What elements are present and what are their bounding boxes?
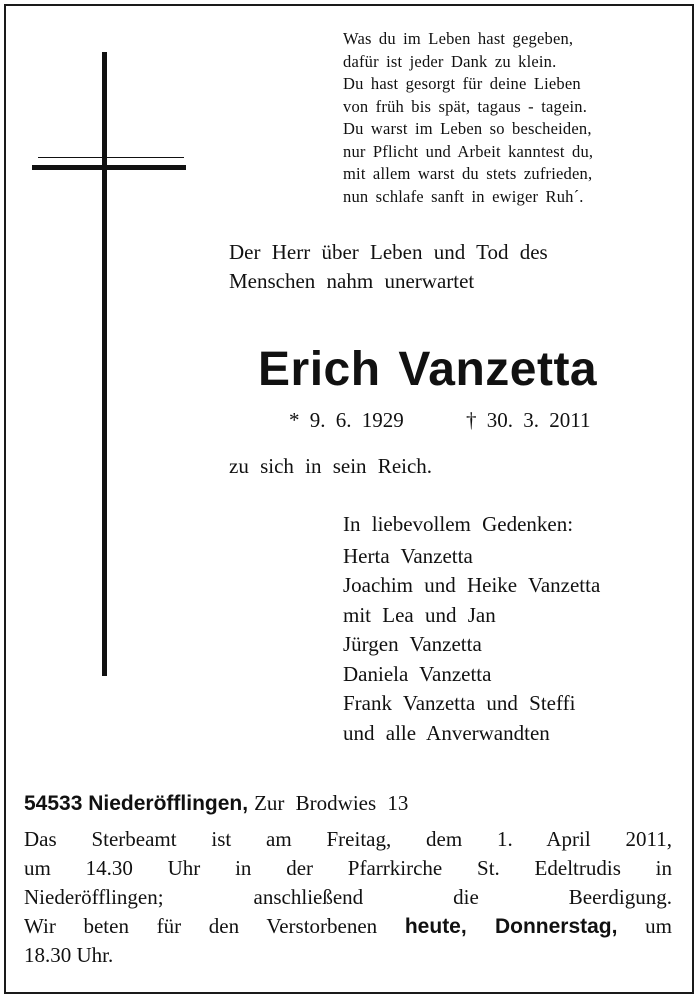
funeral-notice [24,825,672,970]
intro-text [229,238,649,296]
cross-icon-vertical-bar [102,52,107,676]
mourner-name: und alle Anverwandten [343,720,550,745]
deceased-name: Erich Vanzetta [258,343,598,396]
notice-line: um 14.30 Uhr in der Pfarrkirche St. Edeltrudis in [24,856,672,880]
notice-highlight: heute, Donnerstag, [404,915,618,938]
poem-line: Du hast gesorgt für deine Lieben [343,74,581,93]
mourner-name: Frank Vanzetta und Steffi [343,691,576,715]
notice-line: Das Sterbeamt ist am Freitag, dem 1. April 2011, [24,827,672,851]
mourner-name: mit Lea und Jan [343,602,496,627]
mourner-name: Daniela Vanzetta [343,661,492,686]
death-date: † 30. 3. 2011 [466,408,591,432]
poem-line: Was du im Leben hast gegeben, [343,29,574,48]
poem [343,28,663,208]
notice-text: um [645,914,672,938]
notice-line-prayer [24,912,672,941]
intro-line: Der Herr über Leben und Tod des [229,240,548,264]
birth-date: * 9. 6. 1929 [289,408,404,432]
mourner-name: Jürgen Vanzetta [343,632,482,656]
poem-line: von früh bis spät, tagaus - tagein. [343,96,588,116]
cross-icon-thin-line [38,157,184,158]
address-street: Zur Brodwies 13 [254,791,409,815]
poem-line: nur Pflicht und Arbeit kanntest du, [343,141,594,161]
poem-line: dafür ist jeder Dank zu klein. [343,51,557,71]
closing-phrase: zu sich in sein Reich. [229,454,433,478]
mourner-name: Joachim und Heike Vanzetta [343,573,601,597]
mourner-name: Herta Vanzetta [343,543,473,568]
notice-text: Wir beten für den Verstorbenen [24,914,378,938]
poem-line: Du warst im Leben so bescheiden, [343,119,592,138]
notice-line: 18.30 Uhr. [24,943,114,967]
mourners-list [343,510,683,748]
poem-line: nun schlafe sanft in ewiger Ruh´. [343,186,584,206]
poem-line: mit allem warst du stets zufrieden, [343,164,593,183]
mourners-heading: In liebevollem Gedenken: [343,512,574,536]
cross-icon-horizontal-bar [32,165,186,170]
notice-line: Niederöfflingen; anschließend die Beerdigung. [24,885,672,909]
intro-line: Menschen nahm unerwartet [229,269,475,293]
address [24,788,408,821]
address-place: 54533 Niederöfflingen, [24,792,249,815]
